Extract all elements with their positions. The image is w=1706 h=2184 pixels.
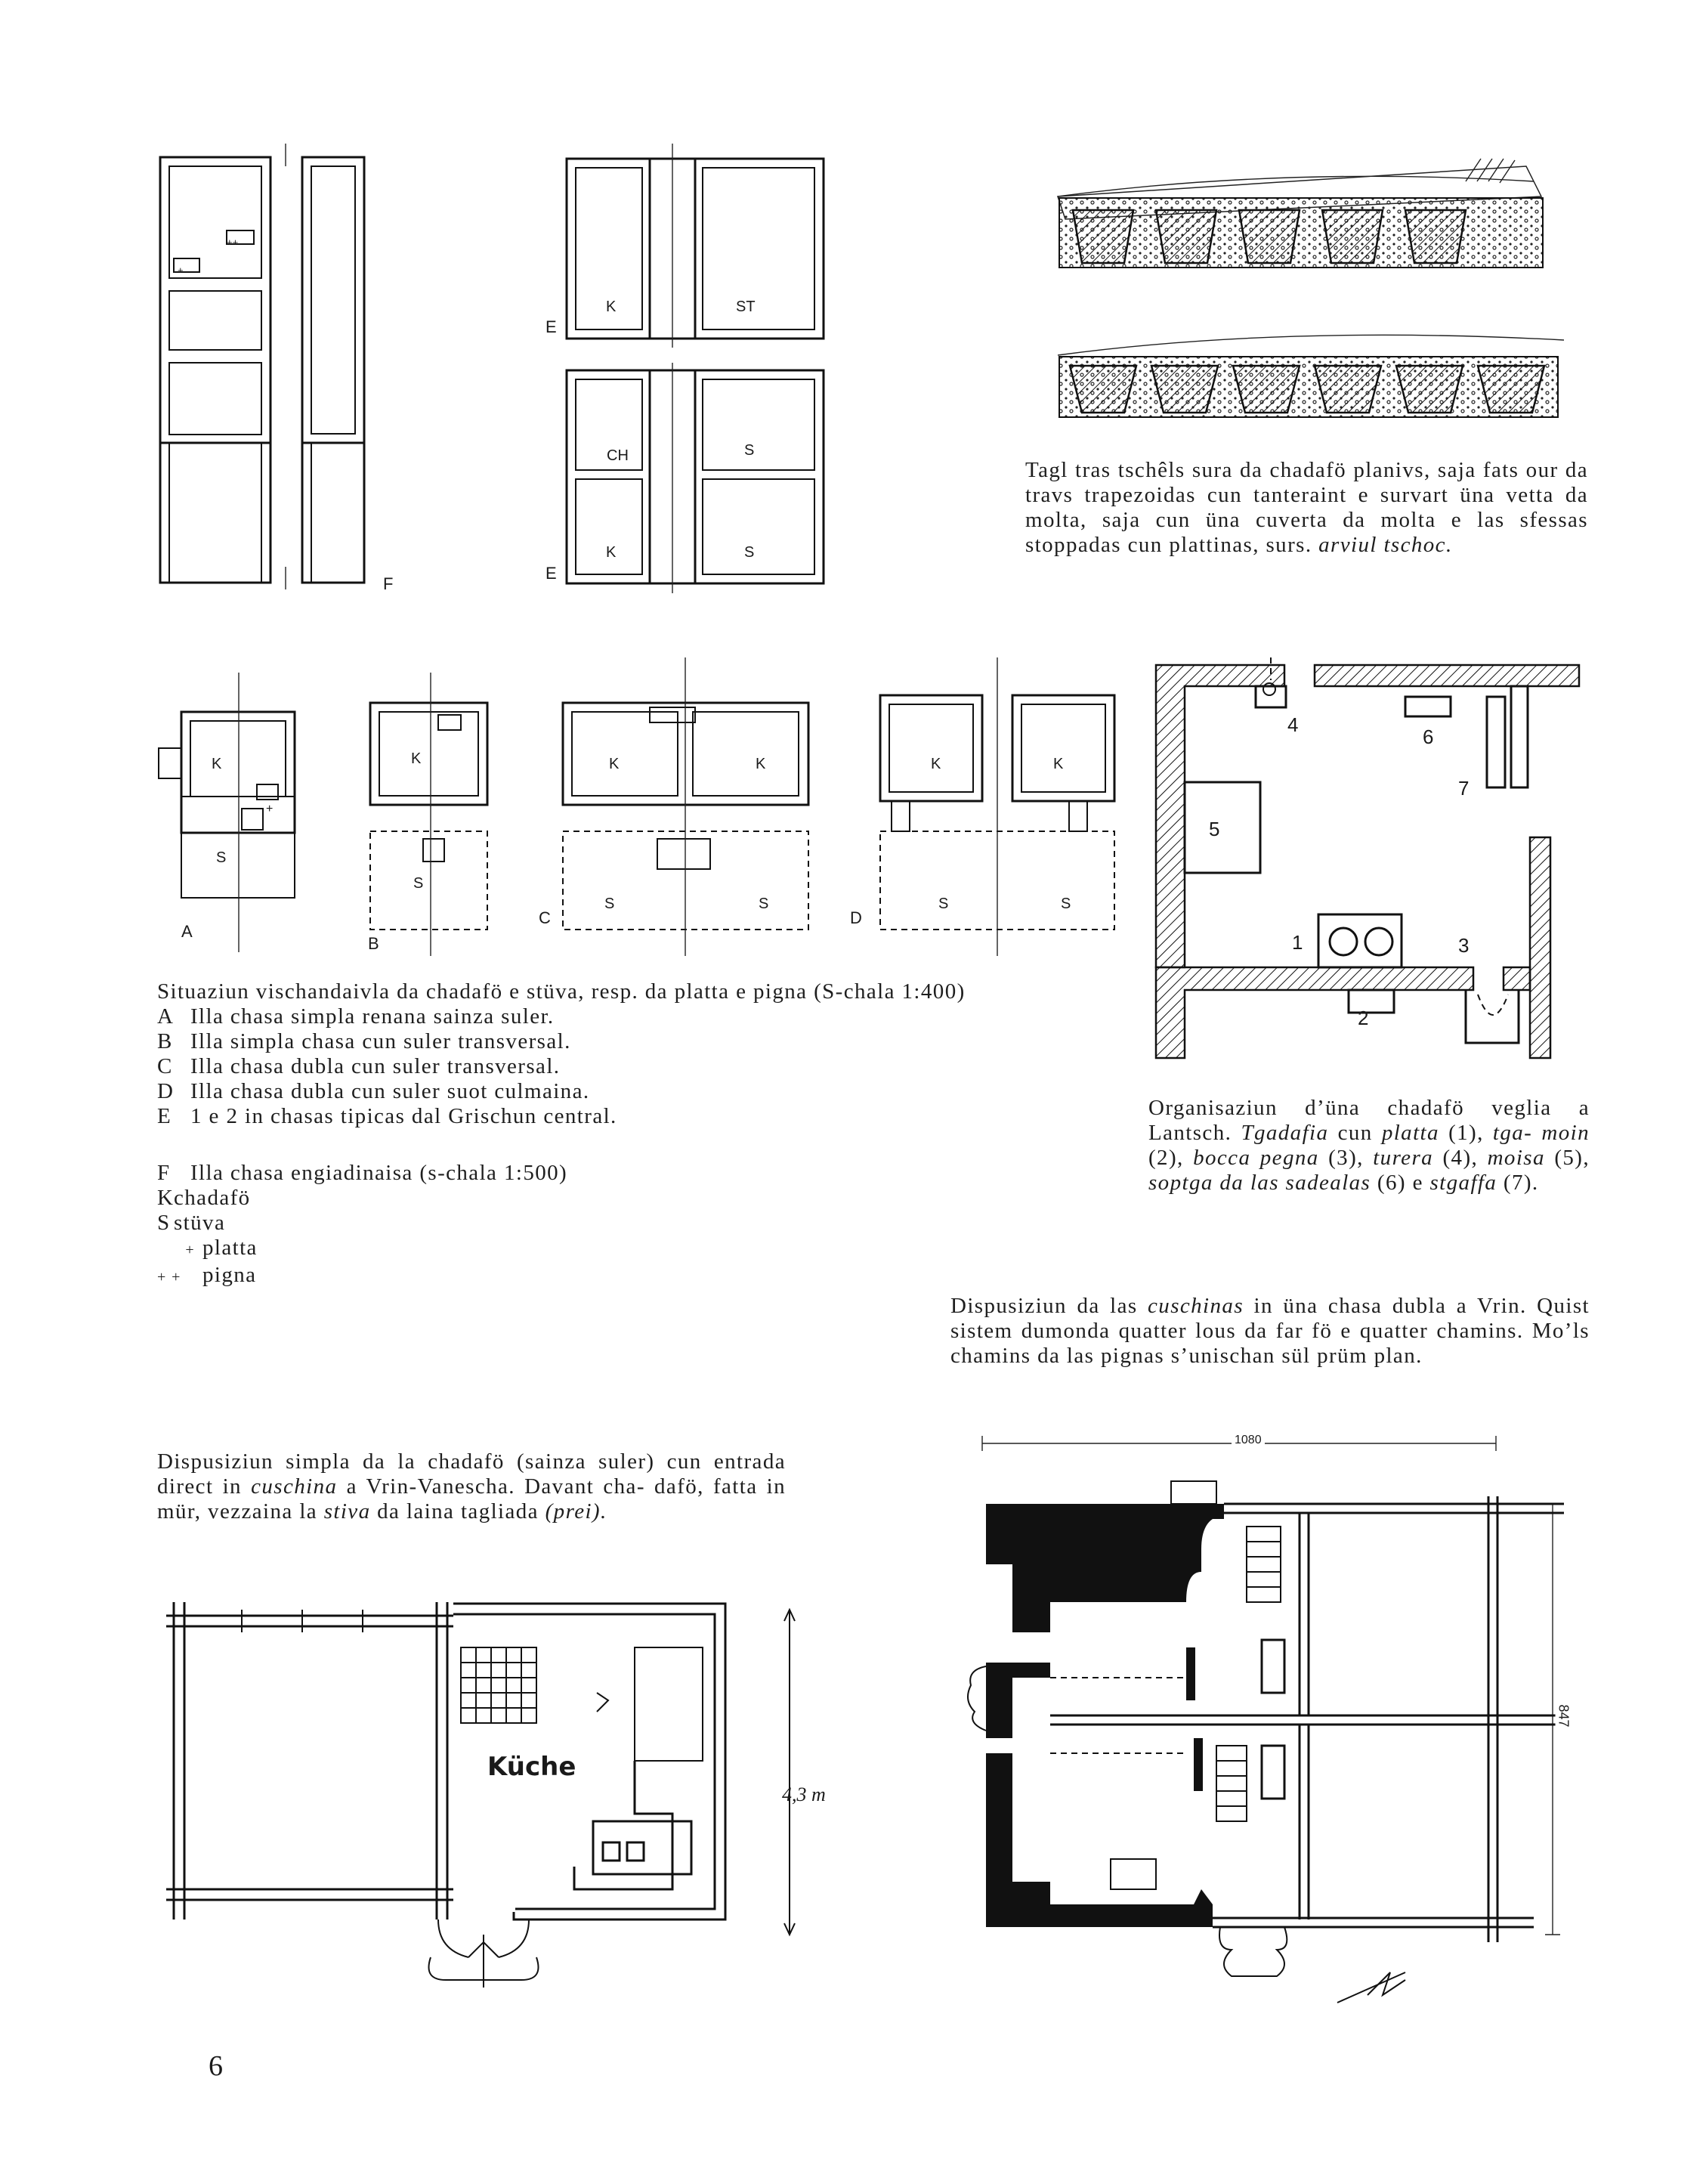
ceiling-caption-term: arviul tschoc.: [1318, 533, 1453, 557]
lantsch-n2: 2: [1358, 1007, 1369, 1029]
situaziun-item-d: D Illa chasa dubla cun suler suot culmaina.: [157, 1079, 590, 1103]
vanescha-caption: Dispusiziun simpla da la chadafö (sainza suler) cun entrada direct in cuschina a Vrin-Vanescha. Davant cha- dafö, fatta in mür, vezzaina la stiva da laina tagliada (prei).: [157, 1449, 787, 1524]
plan-d-k2: K: [1053, 756, 1064, 772]
vrin-caption: Dispusiziun da las cuschinas in üna chasa dubla a Vrin. Quist sistem dumonda quatter lous da far fö e quatter chamins. Mo’ls chamins da las pignas s’unischan sül prüm plan.: [950, 1294, 1590, 1368]
plan-c-k1: K: [609, 756, 620, 772]
ceiling-sketches: [1043, 151, 1572, 438]
kueche-log-walls: [166, 1602, 453, 1920]
plan-f: [160, 144, 364, 589]
label-f: F: [383, 574, 394, 593]
plan-b: [370, 673, 487, 956]
vrin-width-dim: 1080: [1232, 1434, 1265, 1447]
plan-a-k: K: [212, 756, 222, 772]
pigna-mark: ++: [227, 237, 239, 248]
kueche-floor-plan: [151, 1587, 831, 2010]
kueche-dimension-line: [784, 1610, 795, 1935]
lantsch-n5: 5: [1209, 818, 1220, 840]
situaziun-item-e: E 1 e 2 in chasas tipicas dal Grischun central.: [157, 1104, 617, 1128]
plan-a: [159, 673, 295, 952]
vrin-height-dim: 847: [1556, 1701, 1572, 1730]
plan-c-k2: K: [756, 756, 766, 772]
lantsch-caption: Organisaziun d’üna chadafö veglia a Lantsch. Tgadafia cun platta (1), tga- moin (2), bocca pegna (3), turera (4), moisa (5), soptga da las sadealas (6) e stgaffa (7).: [1148, 1096, 1590, 1195]
plan-d: [880, 657, 1114, 956]
plan-c-s2: S: [759, 896, 769, 912]
vrin-north-arrow: [1337, 1972, 1405, 2003]
ceiling-caption: Tagl tras tschêls sura da chadafö planivs, saja fats our da travs trapezoidas cun tanteraint e survart üna vetta da molta, saja cun üna cuverta da molta e las sfessas stoppadas cun plattinas, surs. arviul tschoc.: [1025, 458, 1588, 557]
ceiling-sketch-upper: [1058, 159, 1543, 268]
kueche-label: Küche: [487, 1752, 576, 1782]
label-d: D: [850, 908, 862, 927]
page-number: 6: [209, 2050, 223, 2082]
plan-c: [563, 657, 808, 956]
legend-k: Kchadafö: [157, 1186, 251, 1210]
plan-c-s1: S: [604, 896, 615, 912]
legend-platta: + platta: [185, 1236, 258, 1260]
situaziun-title: Situaziun vischandaivla da chadafö e stüva, resp. da platta e pigna (S-chala 1:400): [157, 979, 966, 1004]
label-c: C: [539, 908, 551, 927]
ceiling-sketch-lower: [1058, 335, 1564, 417]
plan-b-s: S: [413, 875, 424, 892]
lantsch-n1: 1: [1292, 931, 1303, 954]
plan-a-platta: +: [266, 803, 274, 815]
legend-f: F Illa chasa engiadinaisa (s-chala 1:500): [157, 1161, 568, 1185]
lantsch-n3: 3: [1458, 934, 1470, 957]
room-k-top: K: [606, 299, 617, 315]
room-ch: CH: [607, 447, 629, 464]
label-e-bottom: E: [545, 564, 557, 583]
plan-d-s2: S: [1061, 896, 1071, 912]
situaziun-item-a: A Illa chasa simpla renana sainza suler.: [157, 1004, 555, 1029]
room-s-upper: S: [744, 442, 755, 459]
plan-d-s1: S: [938, 896, 949, 912]
plan-b-k: K: [411, 750, 422, 767]
legend-s: S stüva: [157, 1211, 226, 1235]
plan-e-bottom: [567, 363, 824, 593]
room-st: ST: [736, 299, 756, 315]
lantsch-walls: [1156, 665, 1579, 1058]
label-e-top: E: [545, 317, 557, 336]
vrin-double-house-plan: [960, 1421, 1587, 2010]
lantsch-n7: 7: [1458, 777, 1470, 800]
situaziun-item-c: C Illa chasa dubla cun suler transversal.: [157, 1054, 561, 1078]
figure-house-plans-f-e: [151, 144, 846, 597]
plan-a-s: S: [216, 849, 227, 866]
platta-mark: +: [178, 264, 184, 276]
room-k-bottom: K: [606, 544, 617, 561]
label-b: B: [368, 934, 379, 953]
room-s-lower: S: [744, 544, 755, 561]
lantsch-n6: 6: [1423, 725, 1434, 748]
lantsch-n4: 4: [1287, 713, 1299, 736]
legend-pigna: + + pigna: [157, 1263, 257, 1287]
situaziun-caption: [157, 979, 1124, 1290]
plan-d-k1: K: [931, 756, 941, 772]
kueche-entrance: [429, 1920, 539, 1988]
lantsch-kitchen-plan: [1148, 657, 1587, 1066]
kueche-dimension: 4,3 m: [782, 1783, 826, 1805]
label-a: A: [181, 922, 193, 941]
plan-e-top: [567, 144, 824, 348]
figure-plans-abcd: [151, 657, 1133, 960]
situaziun-item-b: B Illa simpla chasa cun suler transversal.: [157, 1029, 571, 1053]
